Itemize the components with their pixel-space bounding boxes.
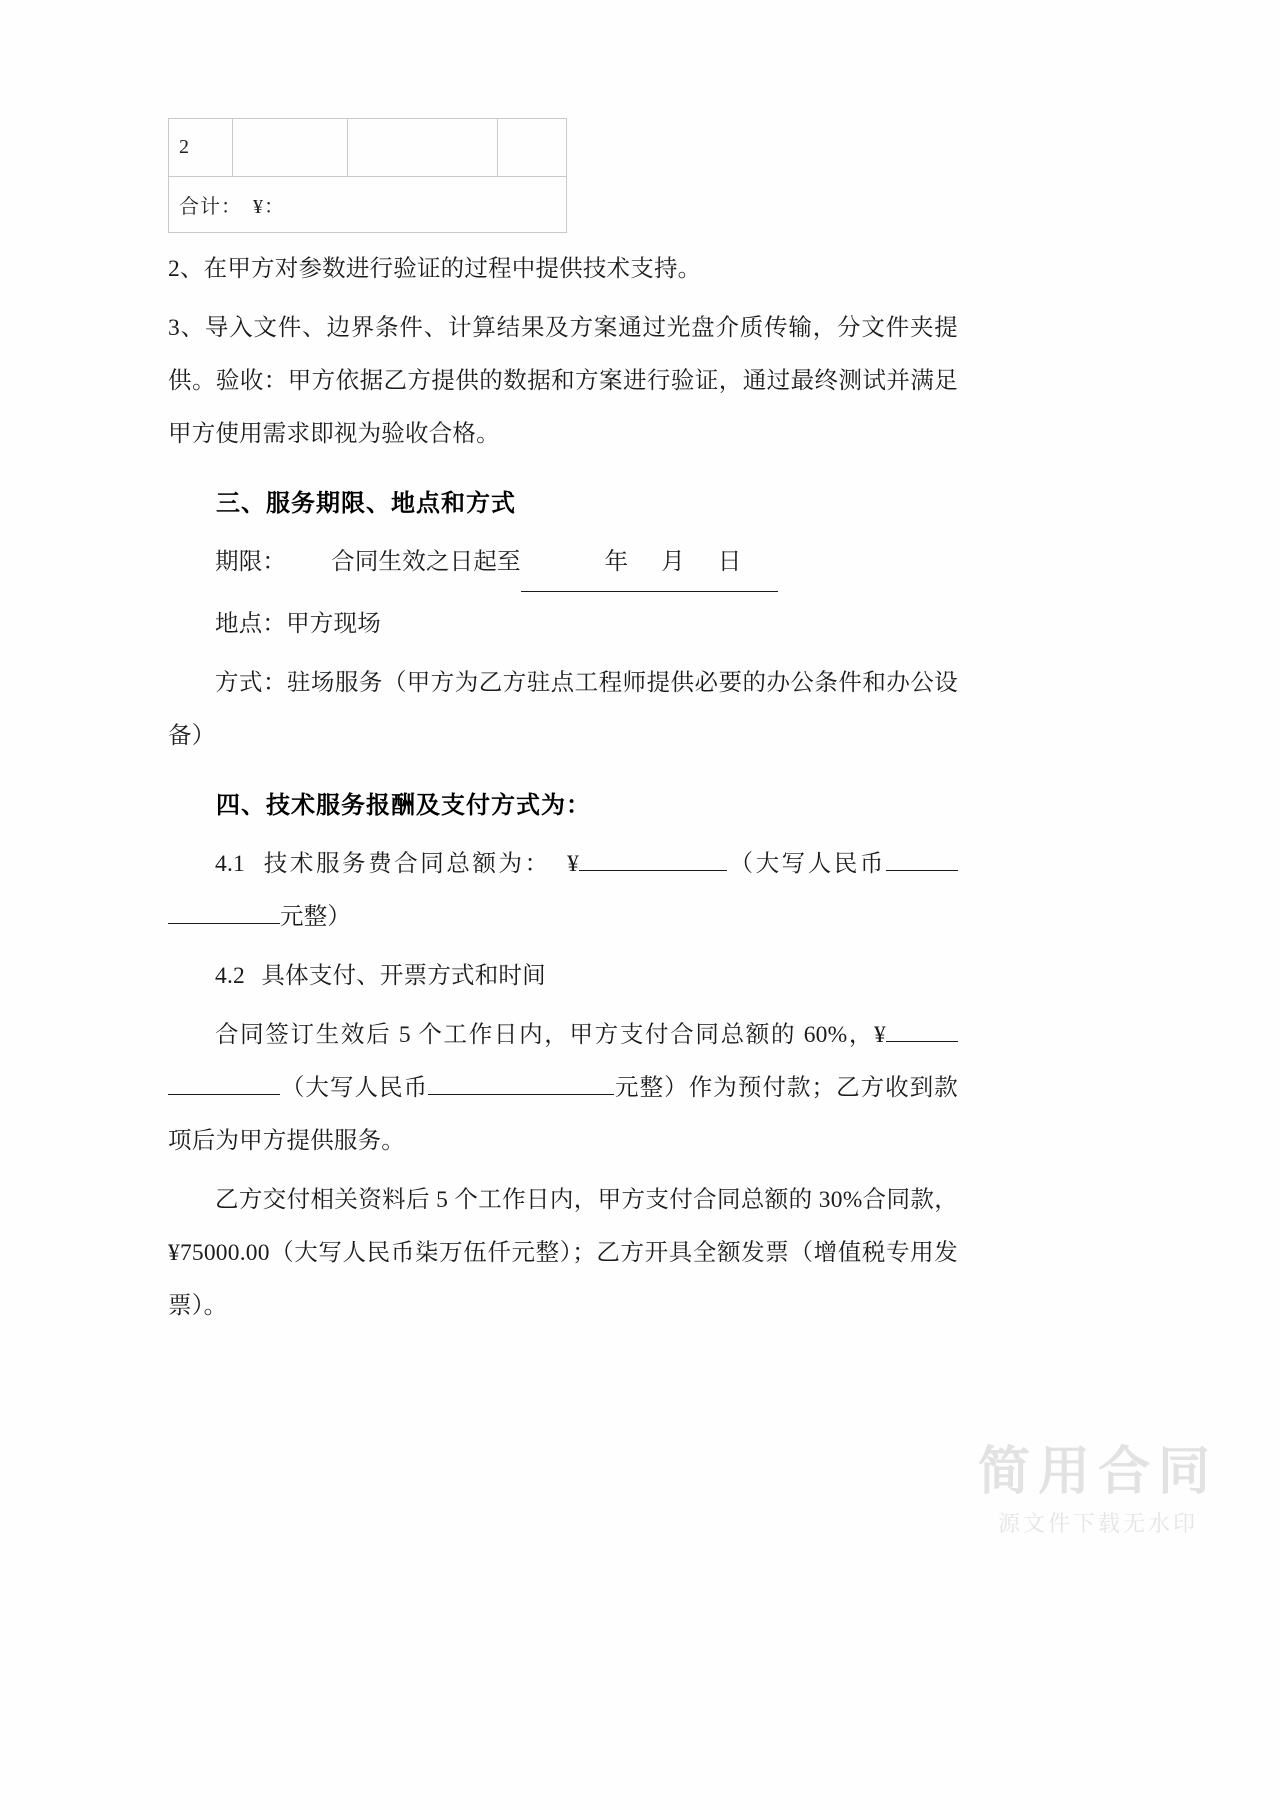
paragraph-payment-second: [168, 1174, 958, 1333]
item-42-number: 4.2: [215, 963, 245, 989]
payment-second-text-b: （大写人民币柒万伍仟元整）；乙方开具全额发票（增值税专用发票）。: [168, 1240, 958, 1319]
paragraph-item-41: [168, 838, 958, 944]
term-day-label: 日: [717, 549, 742, 575]
item-41-words-blank-1[interactable]: [886, 870, 958, 871]
term-label: 期限：: [215, 549, 287, 575]
paragraph-term: [168, 536, 958, 592]
item-41-text-a: 技术服务费合同总额为：: [261, 851, 551, 877]
item-41-text-c: 元整）: [280, 904, 352, 930]
item-41-text-b: （大写人民币: [727, 851, 887, 877]
table-cell-amount: [498, 119, 567, 177]
table-row: [169, 119, 567, 177]
payment-first-amount-blank-1[interactable]: [886, 1041, 958, 1042]
section-heading-three: 三、服务期限、地点和方式: [216, 490, 516, 517]
watermark-sub-text: 源文件下载无水印: [997, 1511, 1198, 1536]
table-cell-name: [233, 119, 348, 177]
payment-first-words-blank[interactable]: [428, 1094, 614, 1095]
table-total-row: [169, 177, 567, 233]
payment-second-amount: ¥75000.00: [168, 1240, 270, 1266]
table-total-label: 合计： ¥：: [169, 177, 567, 233]
paragraph-item-3: 3、导入文件、边界条件、计算结果及方案通过光盘介质传输，分文件夹提供。验收：甲方依据乙方提供的数据和方案进行验证，通过最终测试并满足甲方使用需求即视为验收合格。: [168, 315, 958, 447]
table-cell-spec: [348, 119, 498, 177]
term-text: 合同生效之日起至: [331, 549, 521, 575]
section-heading-four: 四、技术服务报酬及支付方式为：: [216, 792, 591, 819]
price-table: [168, 118, 567, 233]
paragraph-place: 地点：甲方现场: [215, 611, 381, 637]
paragraph-payment-first: [168, 1009, 958, 1168]
document-content: [168, 118, 958, 1339]
payment-first-text-b: （大写人民币: [280, 1075, 429, 1101]
item-41-amount-blank[interactable]: [579, 870, 727, 871]
item-41-currency: ¥: [567, 851, 580, 877]
payment-first-text-a: 合同签订生效后 5 个工作日内，甲方支付合同总额的 60%，: [215, 1022, 875, 1048]
watermark: [978, 1444, 1218, 1538]
payment-first-text-c: 元整）作为预付款；乙方收到款项后为甲方提供服务。: [168, 1075, 958, 1154]
paragraph-method: 方式：驻场服务（甲方为乙方驻点工程师提供必要的办公条件和办公设备）: [168, 670, 958, 749]
item-41-words-blank-2[interactable]: [168, 923, 280, 924]
watermark-main-text: 简用合同: [977, 1442, 1218, 1501]
item-41-number: 4.1: [215, 851, 245, 877]
item-42-text: 具体支付、开票方式和时间: [261, 963, 546, 989]
payment-first-currency: ¥: [874, 1022, 886, 1048]
payment-first-amount-blank-2[interactable]: [168, 1094, 280, 1095]
table-cell-index: 2: [169, 119, 233, 177]
payment-second-text-a: 乙方交付相关资料后 5 个工作日内，甲方支付合同总额的 30%合同款，: [215, 1187, 958, 1213]
term-date-blank[interactable]: [521, 536, 779, 592]
price-table-body: [169, 119, 567, 233]
paragraph-item-2: 2、在甲方对参数进行验证的过程中提供技术支持。: [168, 256, 702, 282]
term-year-label: 年: [604, 549, 629, 575]
term-month-label: 月: [661, 549, 685, 575]
paragraph-item-42: [168, 950, 958, 1003]
